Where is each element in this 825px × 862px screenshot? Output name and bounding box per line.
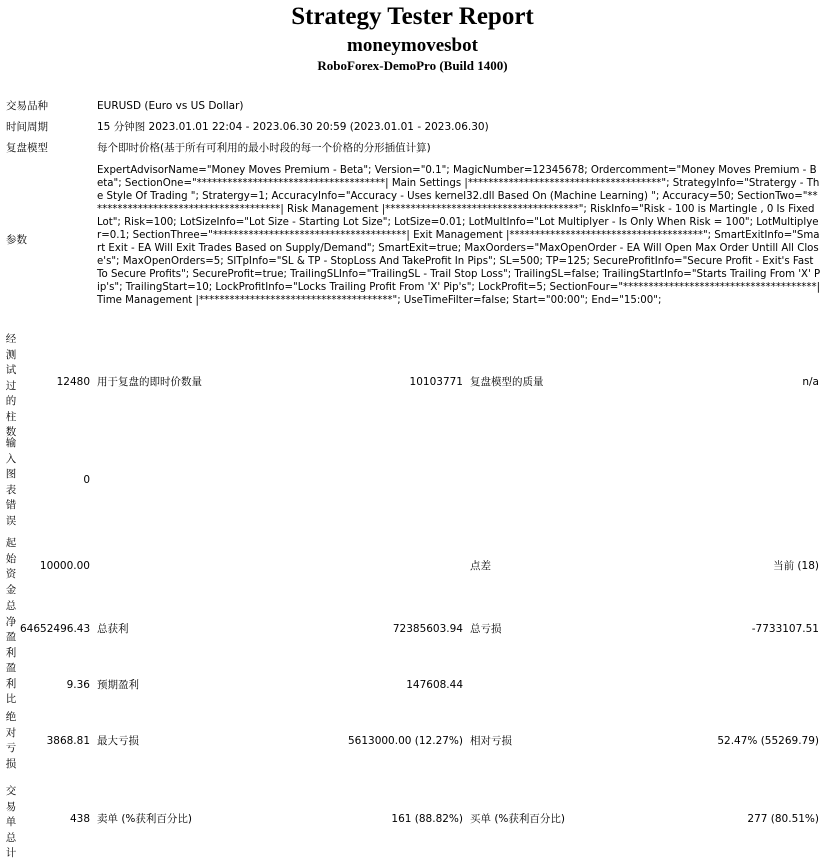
long-positions-value: 277 (80.51%) [747, 813, 819, 825]
long-positions-label: 买单 (%获利百分比) [470, 813, 566, 825]
abs-drawdown-value: 3868.81 [46, 735, 90, 747]
ticks-value: 10103771 [409, 376, 463, 388]
net-profit-label: 总净盈利 [5, 600, 17, 659]
total-trades-label: 交易单总计 [5, 785, 17, 859]
short-positions-label: 卖单 (%获利百分比) [97, 813, 193, 825]
deposit-label: 起始资金 [5, 537, 17, 596]
quality-value: n/a [802, 376, 819, 388]
expected-payoff-label: 预期盈利 [97, 679, 139, 691]
broker-build: RoboForex-DemoPro (Build 1400) [317, 58, 508, 73]
errors-value: 0 [83, 474, 90, 486]
abs-drawdown-label: 绝对亏损 [5, 711, 17, 770]
errors-label: 输入图表错误 [5, 437, 17, 527]
max-drawdown-label: 最大亏损 [97, 735, 139, 747]
report-title: Strategy Tester Report [291, 3, 534, 30]
profit-factor-label: 盈利比 [5, 662, 17, 705]
period-label: 时间周期 [6, 121, 48, 133]
bars-value: 12480 [56, 376, 90, 388]
model-label: 复盘模型 [6, 142, 48, 154]
gross-profit-value: 72385603.94 [392, 623, 463, 635]
gross-loss-label: 总亏损 [470, 623, 502, 635]
rel-drawdown-value: 52.47% (55269.79) [717, 735, 819, 747]
model-value: 每个即时价格(基于所有可利用的最小时段的每一个价格的分形插值计算) [97, 142, 431, 154]
bot-name: moneymovesbot [347, 35, 478, 56]
max-drawdown-value: 5613000.00 (12.27%) [347, 735, 463, 747]
ticks-label: 用于复盘的即时价数量 [97, 376, 202, 388]
rel-drawdown-label: 相对亏损 [470, 735, 512, 747]
quality-label: 复盘模型的质量 [470, 376, 544, 388]
total-trades-value: 438 [69, 813, 90, 825]
spread-label: 点差 [470, 560, 491, 572]
params-value: ExpertAdvisorName="Money Moves Premium - Beta"; Version="0.1"; MagicNumber=12345678; Ordercomment="Money Moves Premium - Beta"; SectionOne="*************************************| Main Settings |**************************************"; StrategyInfo="Stratergy - The Style Of Trading "; Stratergy=1; AccuracyInfo="Accuracy - Uses kernel32.dll Based On (Machine Learning) "; Accuracy=50; SectionTwo="**************************************| Risk Management |**************************************"; RiskInfo="Risk - 100 is Martingle , 0 Is Fixed Lot"; Risk=100; LotSizeInfo="Lot Size - Starting Lot Size"; LotSize=0.01; LotMultInfo="Lot Multiplyer - Is Only When Risk = 100"; LotMultiplyer=0.1; SectionThree="**************************************| Exit Management |**************************************"; SmartExitInfo="Smart Exit - EA Will Exit Trades Based on Supply/Demand"; SmartExit=true; MaxOorders="MaxOpenOrder - EA Will Open Max Order Untill All Close's"; MaxOpenOrders=5; SlTpInfo="SL & TP - StopLoss And TakeProfit In Pips"; SL=500; TP=125; SecureProfitInfo="Secure Profit - Exit's Fast To Secure Profits"; SecureProfit=true; TrailingSLInfo="TrailingSL - Trail Stop Loss"; TrailingSL=false; TrailingStartInfo="Starts Trailing From 'X' Pip's"; TrailingStart=10; LockProfitInfo="Locks Trailing Profit From 'X' Pip's"; LockProfit=5; SectionFour="**************************************| Time Management |**************************************"; UseTimeFilter=false; Start="00:00"; End="15:00"; [97, 165, 821, 306]
gross-profit-label: 总获利 [97, 623, 129, 635]
symbol-label: 交易品种 [6, 100, 48, 112]
deposit-value: 10000.00 [39, 560, 90, 572]
net-profit-value: 64652496.43 [20, 623, 91, 635]
short-positions-value: 161 (88.82%) [391, 813, 463, 825]
params-label: 参数 [6, 234, 27, 246]
expected-payoff-value: 147608.44 [406, 679, 463, 691]
gross-loss-value: -7733107.51 [751, 623, 819, 635]
bars-label: 经测试过的柱数 [5, 333, 17, 438]
spread-value: 当前 (18) [773, 560, 819, 572]
period-value: 15 分钟图 2023.01.01 22:04 - 2023.06.30 20:59 (2023.01.01 - 2023.06.30) [97, 121, 489, 133]
profit-factor-value: 9.36 [66, 679, 90, 691]
symbol-value: EURUSD (Euro vs US Dollar) [97, 100, 244, 112]
